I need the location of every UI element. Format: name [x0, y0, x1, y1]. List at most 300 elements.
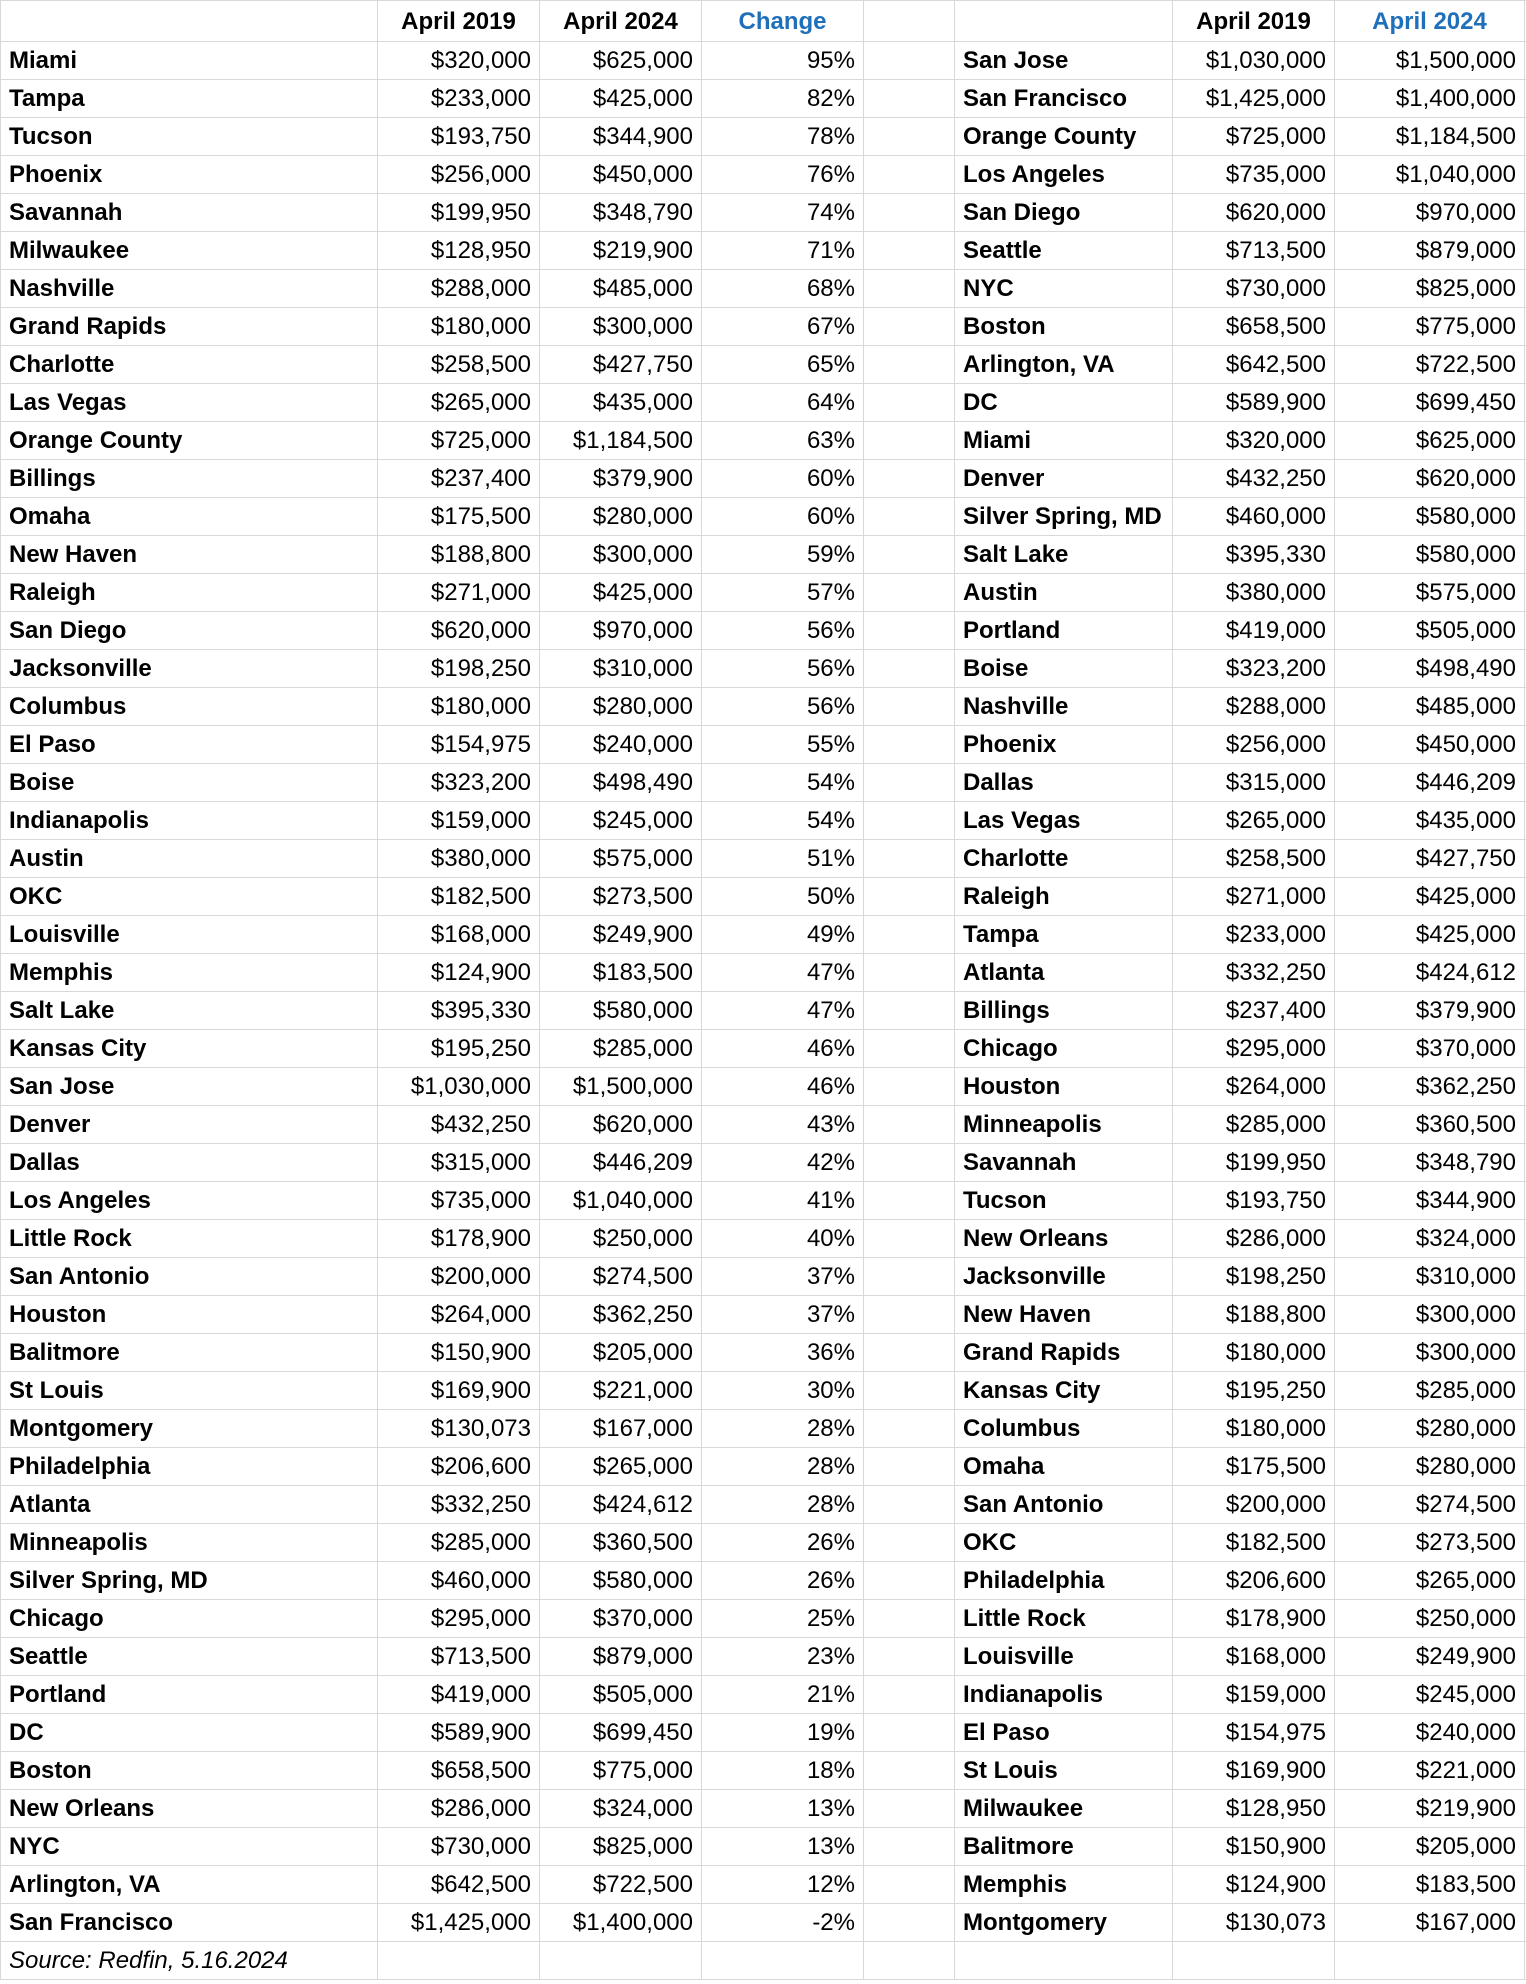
right-april-2024-cell[interactable]: $505,000 — [1335, 612, 1525, 650]
header-april-2019-right[interactable]: April 2019 — [1173, 1, 1335, 42]
right-april-2019-cell[interactable]: $332,250 — [1173, 954, 1335, 992]
left-april-2024-cell[interactable]: $324,000 — [540, 1790, 702, 1828]
source-note[interactable]: Source: Redfin, 5.16.2024 — [1, 1942, 378, 1980]
left-april-2019-cell[interactable]: $713,500 — [378, 1638, 540, 1676]
left-april-2024-cell[interactable]: $360,500 — [540, 1524, 702, 1562]
right-april-2019-cell[interactable]: $295,000 — [1173, 1030, 1335, 1068]
right-april-2019-cell[interactable]: $288,000 — [1173, 688, 1335, 726]
right-city-cell[interactable]: Philadelphia — [955, 1562, 1173, 1600]
left-april-2024-cell[interactable]: $285,000 — [540, 1030, 702, 1068]
left-april-2024-cell[interactable]: $498,490 — [540, 764, 702, 802]
left-april-2024-cell[interactable]: $424,612 — [540, 1486, 702, 1524]
right-city-cell[interactable]: Grand Rapids — [955, 1334, 1173, 1372]
left-april-2024-cell[interactable]: $450,000 — [540, 156, 702, 194]
left-april-2024-cell[interactable]: $240,000 — [540, 726, 702, 764]
right-april-2019-cell[interactable]: $159,000 — [1173, 1676, 1335, 1714]
right-april-2024-cell[interactable]: $379,900 — [1335, 992, 1525, 1030]
header-city-left[interactable] — [1, 1, 378, 42]
left-april-2019-cell[interactable]: $1,030,000 — [378, 1068, 540, 1106]
right-april-2019-cell[interactable]: $169,900 — [1173, 1752, 1335, 1790]
left-april-2024-cell[interactable]: $310,000 — [540, 650, 702, 688]
left-city-cell[interactable]: Omaha — [1, 498, 378, 536]
left-change-cell[interactable]: 30% — [702, 1372, 864, 1410]
left-april-2024-cell[interactable]: $1,500,000 — [540, 1068, 702, 1106]
gap-cell[interactable] — [864, 498, 955, 536]
left-change-cell[interactable]: 41% — [702, 1182, 864, 1220]
gap-cell[interactable] — [864, 954, 955, 992]
right-april-2024-cell[interactable]: $265,000 — [1335, 1562, 1525, 1600]
left-city-cell[interactable]: San Jose — [1, 1068, 378, 1106]
left-april-2019-cell[interactable]: $320,000 — [378, 42, 540, 80]
left-city-cell[interactable]: Dallas — [1, 1144, 378, 1182]
left-change-cell[interactable]: 28% — [702, 1410, 864, 1448]
left-april-2024-cell[interactable]: $825,000 — [540, 1828, 702, 1866]
left-city-cell[interactable]: Phoenix — [1, 156, 378, 194]
right-april-2024-cell[interactable]: $625,000 — [1335, 422, 1525, 460]
gap-cell[interactable] — [864, 1410, 955, 1448]
left-april-2024-cell[interactable]: $427,750 — [540, 346, 702, 384]
gap-cell[interactable] — [864, 1790, 955, 1828]
left-change-cell[interactable]: 46% — [702, 1068, 864, 1106]
right-april-2024-cell[interactable]: $300,000 — [1335, 1334, 1525, 1372]
right-april-2019-cell[interactable]: $1,425,000 — [1173, 80, 1335, 118]
left-change-cell[interactable]: 56% — [702, 612, 864, 650]
right-april-2019-cell[interactable]: $1,030,000 — [1173, 42, 1335, 80]
right-city-cell[interactable]: Portland — [955, 612, 1173, 650]
left-city-cell[interactable]: Milwaukee — [1, 232, 378, 270]
right-april-2024-cell[interactable]: $310,000 — [1335, 1258, 1525, 1296]
right-city-cell[interactable]: Dallas — [955, 764, 1173, 802]
left-city-cell[interactable]: Denver — [1, 1106, 378, 1144]
right-april-2019-cell[interactable]: $168,000 — [1173, 1638, 1335, 1676]
left-city-cell[interactable]: Portland — [1, 1676, 378, 1714]
left-april-2024-cell[interactable]: $1,040,000 — [540, 1182, 702, 1220]
left-city-cell[interactable]: Kansas City — [1, 1030, 378, 1068]
right-april-2024-cell[interactable]: $775,000 — [1335, 308, 1525, 346]
left-change-cell[interactable]: 21% — [702, 1676, 864, 1714]
left-april-2019-cell[interactable]: $620,000 — [378, 612, 540, 650]
left-change-cell[interactable]: 28% — [702, 1448, 864, 1486]
left-change-cell[interactable]: 13% — [702, 1828, 864, 1866]
left-change-cell[interactable]: 50% — [702, 878, 864, 916]
gap-cell[interactable] — [864, 1714, 955, 1752]
left-april-2024-cell[interactable]: $505,000 — [540, 1676, 702, 1714]
right-april-2024-cell[interactable]: $425,000 — [1335, 916, 1525, 954]
left-april-2019-cell[interactable]: $460,000 — [378, 1562, 540, 1600]
gap-cell[interactable] — [864, 1372, 955, 1410]
gap-cell[interactable] — [864, 1448, 955, 1486]
left-april-2019-cell[interactable]: $159,000 — [378, 802, 540, 840]
left-april-2024-cell[interactable]: $379,900 — [540, 460, 702, 498]
gap-cell[interactable] — [864, 878, 955, 916]
right-city-cell[interactable]: Boise — [955, 650, 1173, 688]
right-april-2019-cell[interactable]: $237,400 — [1173, 992, 1335, 1030]
right-april-2024-cell[interactable]: $362,250 — [1335, 1068, 1525, 1106]
right-april-2024-cell[interactable]: $450,000 — [1335, 726, 1525, 764]
left-change-cell[interactable]: 82% — [702, 80, 864, 118]
left-change-cell[interactable]: 28% — [702, 1486, 864, 1524]
left-april-2024-cell[interactable]: $446,209 — [540, 1144, 702, 1182]
right-city-cell[interactable]: Las Vegas — [955, 802, 1173, 840]
right-city-cell[interactable]: Savannah — [955, 1144, 1173, 1182]
right-april-2024-cell[interactable]: $620,000 — [1335, 460, 1525, 498]
right-april-2019-cell[interactable]: $320,000 — [1173, 422, 1335, 460]
left-april-2019-cell[interactable]: $271,000 — [378, 574, 540, 612]
gap-cell[interactable] — [864, 1258, 955, 1296]
gap-cell[interactable] — [864, 156, 955, 194]
gap-cell[interactable] — [864, 1220, 955, 1258]
right-april-2024-cell[interactable]: $435,000 — [1335, 802, 1525, 840]
left-city-cell[interactable]: San Francisco — [1, 1904, 378, 1942]
left-april-2019-cell[interactable]: $154,975 — [378, 726, 540, 764]
right-city-cell[interactable]: Charlotte — [955, 840, 1173, 878]
left-city-cell[interactable]: Minneapolis — [1, 1524, 378, 1562]
right-april-2019-cell[interactable]: $395,330 — [1173, 536, 1335, 574]
right-april-2019-cell[interactable]: $323,200 — [1173, 650, 1335, 688]
header-april-2024-right[interactable]: April 2024 — [1335, 1, 1525, 42]
left-april-2024-cell[interactable]: $1,400,000 — [540, 1904, 702, 1942]
right-city-cell[interactable]: Houston — [955, 1068, 1173, 1106]
right-city-cell[interactable]: Miami — [955, 422, 1173, 460]
left-april-2024-cell[interactable]: $722,500 — [540, 1866, 702, 1904]
empty-cell[interactable] — [540, 1942, 702, 1980]
left-april-2019-cell[interactable]: $182,500 — [378, 878, 540, 916]
right-april-2019-cell[interactable]: $188,800 — [1173, 1296, 1335, 1334]
left-city-cell[interactable]: Tucson — [1, 118, 378, 156]
left-april-2024-cell[interactable]: $580,000 — [540, 1562, 702, 1600]
gap-cell[interactable] — [864, 916, 955, 954]
left-april-2019-cell[interactable]: $735,000 — [378, 1182, 540, 1220]
left-april-2019-cell[interactable]: $323,200 — [378, 764, 540, 802]
right-april-2024-cell[interactable]: $575,000 — [1335, 574, 1525, 612]
left-april-2024-cell[interactable]: $970,000 — [540, 612, 702, 650]
gap-cell[interactable] — [864, 270, 955, 308]
left-april-2019-cell[interactable]: $206,600 — [378, 1448, 540, 1486]
gap-cell[interactable] — [864, 1524, 955, 1562]
gap-cell[interactable] — [864, 1752, 955, 1790]
right-april-2019-cell[interactable]: $620,000 — [1173, 194, 1335, 232]
left-april-2019-cell[interactable]: $332,250 — [378, 1486, 540, 1524]
right-city-cell[interactable]: San Jose — [955, 42, 1173, 80]
left-april-2024-cell[interactable]: $425,000 — [540, 574, 702, 612]
left-change-cell[interactable]: 68% — [702, 270, 864, 308]
right-city-cell[interactable]: El Paso — [955, 1714, 1173, 1752]
right-april-2019-cell[interactable]: $713,500 — [1173, 232, 1335, 270]
right-april-2024-cell[interactable]: $699,450 — [1335, 384, 1525, 422]
right-april-2024-cell[interactable]: $280,000 — [1335, 1410, 1525, 1448]
left-april-2019-cell[interactable]: $256,000 — [378, 156, 540, 194]
right-april-2024-cell[interactable]: $167,000 — [1335, 1904, 1525, 1942]
right-april-2019-cell[interactable]: $285,000 — [1173, 1106, 1335, 1144]
right-city-cell[interactable]: Tucson — [955, 1182, 1173, 1220]
left-april-2019-cell[interactable]: $288,000 — [378, 270, 540, 308]
right-april-2019-cell[interactable]: $460,000 — [1173, 498, 1335, 536]
gap-cell[interactable] — [864, 612, 955, 650]
left-city-cell[interactable]: Savannah — [1, 194, 378, 232]
right-city-cell[interactable]: Chicago — [955, 1030, 1173, 1068]
left-change-cell[interactable]: 56% — [702, 688, 864, 726]
left-change-cell[interactable]: 19% — [702, 1714, 864, 1752]
right-april-2024-cell[interactable]: $249,900 — [1335, 1638, 1525, 1676]
header-gap-cell[interactable] — [864, 1, 955, 42]
left-april-2024-cell[interactable]: $167,000 — [540, 1410, 702, 1448]
right-april-2024-cell[interactable]: $300,000 — [1335, 1296, 1525, 1334]
left-april-2019-cell[interactable]: $380,000 — [378, 840, 540, 878]
left-city-cell[interactable]: Chicago — [1, 1600, 378, 1638]
left-april-2019-cell[interactable]: $180,000 — [378, 688, 540, 726]
left-april-2019-cell[interactable]: $188,800 — [378, 536, 540, 574]
right-city-cell[interactable]: Minneapolis — [955, 1106, 1173, 1144]
right-city-cell[interactable]: Little Rock — [955, 1600, 1173, 1638]
right-april-2019-cell[interactable]: $180,000 — [1173, 1334, 1335, 1372]
left-april-2019-cell[interactable]: $264,000 — [378, 1296, 540, 1334]
right-city-cell[interactable]: OKC — [955, 1524, 1173, 1562]
left-april-2019-cell[interactable]: $193,750 — [378, 118, 540, 156]
right-april-2024-cell[interactable]: $221,000 — [1335, 1752, 1525, 1790]
right-april-2019-cell[interactable]: $198,250 — [1173, 1258, 1335, 1296]
right-city-cell[interactable]: Phoenix — [955, 726, 1173, 764]
right-april-2019-cell[interactable]: $175,500 — [1173, 1448, 1335, 1486]
left-change-cell[interactable]: 60% — [702, 460, 864, 498]
left-city-cell[interactable]: Orange County — [1, 422, 378, 460]
gap-cell[interactable] — [864, 688, 955, 726]
left-city-cell[interactable]: Little Rock — [1, 1220, 378, 1258]
left-change-cell[interactable]: 64% — [702, 384, 864, 422]
left-city-cell[interactable]: Tampa — [1, 80, 378, 118]
right-april-2019-cell[interactable]: $256,000 — [1173, 726, 1335, 764]
right-april-2024-cell[interactable]: $1,040,000 — [1335, 156, 1525, 194]
gap-cell[interactable] — [864, 574, 955, 612]
right-april-2019-cell[interactable]: $380,000 — [1173, 574, 1335, 612]
left-change-cell[interactable]: 54% — [702, 764, 864, 802]
empty-cell[interactable] — [1173, 1942, 1335, 1980]
left-city-cell[interactable]: Philadelphia — [1, 1448, 378, 1486]
left-april-2019-cell[interactable]: $175,500 — [378, 498, 540, 536]
left-city-cell[interactable]: Charlotte — [1, 346, 378, 384]
left-change-cell[interactable]: 47% — [702, 954, 864, 992]
left-april-2019-cell[interactable]: $432,250 — [378, 1106, 540, 1144]
left-change-cell[interactable]: 56% — [702, 650, 864, 688]
left-change-cell[interactable]: 43% — [702, 1106, 864, 1144]
gap-cell[interactable] — [864, 1904, 955, 1942]
left-april-2019-cell[interactable]: $180,000 — [378, 308, 540, 346]
right-city-cell[interactable]: Omaha — [955, 1448, 1173, 1486]
right-city-cell[interactable]: New Orleans — [955, 1220, 1173, 1258]
left-april-2024-cell[interactable]: $580,000 — [540, 992, 702, 1030]
empty-cell[interactable] — [1335, 1942, 1525, 1980]
left-april-2019-cell[interactable]: $642,500 — [378, 1866, 540, 1904]
right-april-2019-cell[interactable]: $195,250 — [1173, 1372, 1335, 1410]
left-change-cell[interactable]: 63% — [702, 422, 864, 460]
right-april-2019-cell[interactable]: $233,000 — [1173, 916, 1335, 954]
left-april-2019-cell[interactable]: $128,950 — [378, 232, 540, 270]
left-april-2019-cell[interactable]: $730,000 — [378, 1828, 540, 1866]
gap-cell[interactable] — [864, 650, 955, 688]
gap-cell[interactable] — [864, 1486, 955, 1524]
right-april-2019-cell[interactable]: $180,000 — [1173, 1410, 1335, 1448]
right-april-2019-cell[interactable]: $271,000 — [1173, 878, 1335, 916]
left-change-cell[interactable]: 67% — [702, 308, 864, 346]
left-city-cell[interactable]: Louisville — [1, 916, 378, 954]
left-city-cell[interactable]: Atlanta — [1, 1486, 378, 1524]
right-april-2019-cell[interactable]: $730,000 — [1173, 270, 1335, 308]
left-city-cell[interactable]: Salt Lake — [1, 992, 378, 1030]
left-april-2019-cell[interactable]: $178,900 — [378, 1220, 540, 1258]
left-april-2024-cell[interactable]: $620,000 — [540, 1106, 702, 1144]
right-city-cell[interactable]: Denver — [955, 460, 1173, 498]
left-change-cell[interactable]: 42% — [702, 1144, 864, 1182]
left-change-cell[interactable]: 12% — [702, 1866, 864, 1904]
right-april-2024-cell[interactable]: $348,790 — [1335, 1144, 1525, 1182]
right-april-2019-cell[interactable]: $642,500 — [1173, 346, 1335, 384]
right-city-cell[interactable]: Louisville — [955, 1638, 1173, 1676]
left-april-2024-cell[interactable]: $575,000 — [540, 840, 702, 878]
left-april-2019-cell[interactable]: $124,900 — [378, 954, 540, 992]
right-city-cell[interactable]: Kansas City — [955, 1372, 1173, 1410]
left-change-cell[interactable]: 65% — [702, 346, 864, 384]
header-city-right[interactable] — [955, 1, 1173, 42]
right-city-cell[interactable]: Arlington, VA — [955, 346, 1173, 384]
left-change-cell[interactable]: 55% — [702, 726, 864, 764]
right-city-cell[interactable]: Los Angeles — [955, 156, 1173, 194]
gap-cell[interactable] — [864, 194, 955, 232]
gap-cell[interactable] — [864, 764, 955, 802]
left-city-cell[interactable]: Nashville — [1, 270, 378, 308]
right-april-2024-cell[interactable]: $1,184,500 — [1335, 118, 1525, 156]
right-april-2019-cell[interactable]: $725,000 — [1173, 118, 1335, 156]
left-april-2019-cell[interactable]: $195,250 — [378, 1030, 540, 1068]
gap-cell[interactable] — [864, 422, 955, 460]
left-change-cell[interactable]: 36% — [702, 1334, 864, 1372]
left-change-cell[interactable]: 18% — [702, 1752, 864, 1790]
right-april-2019-cell[interactable]: $200,000 — [1173, 1486, 1335, 1524]
left-april-2024-cell[interactable]: $344,900 — [540, 118, 702, 156]
left-change-cell[interactable]: 59% — [702, 536, 864, 574]
left-april-2024-cell[interactable]: $425,000 — [540, 80, 702, 118]
left-city-cell[interactable]: New Orleans — [1, 1790, 378, 1828]
left-april-2019-cell[interactable]: $265,000 — [378, 384, 540, 422]
right-city-cell[interactable]: Salt Lake — [955, 536, 1173, 574]
left-april-2024-cell[interactable]: $245,000 — [540, 802, 702, 840]
left-april-2019-cell[interactable]: $285,000 — [378, 1524, 540, 1562]
left-april-2019-cell[interactable]: $258,500 — [378, 346, 540, 384]
left-april-2024-cell[interactable]: $221,000 — [540, 1372, 702, 1410]
right-city-cell[interactable]: San Antonio — [955, 1486, 1173, 1524]
left-april-2019-cell[interactable]: $233,000 — [378, 80, 540, 118]
right-city-cell[interactable]: Indianapolis — [955, 1676, 1173, 1714]
left-change-cell[interactable]: 26% — [702, 1562, 864, 1600]
header-change-left[interactable]: Change — [702, 1, 864, 42]
left-change-cell[interactable]: 46% — [702, 1030, 864, 1068]
left-city-cell[interactable]: Boston — [1, 1752, 378, 1790]
left-april-2019-cell[interactable]: $589,900 — [378, 1714, 540, 1752]
left-april-2024-cell[interactable]: $219,900 — [540, 232, 702, 270]
right-april-2024-cell[interactable]: $344,900 — [1335, 1182, 1525, 1220]
right-city-cell[interactable]: New Haven — [955, 1296, 1173, 1334]
right-april-2024-cell[interactable]: $446,209 — [1335, 764, 1525, 802]
right-april-2019-cell[interactable]: $286,000 — [1173, 1220, 1335, 1258]
gap-cell[interactable] — [864, 118, 955, 156]
left-april-2024-cell[interactable]: $249,900 — [540, 916, 702, 954]
gap-cell[interactable] — [864, 1030, 955, 1068]
gap-cell[interactable] — [864, 232, 955, 270]
right-april-2024-cell[interactable]: $485,000 — [1335, 688, 1525, 726]
right-city-cell[interactable]: Silver Spring, MD — [955, 498, 1173, 536]
right-city-cell[interactable]: Austin — [955, 574, 1173, 612]
left-april-2024-cell[interactable]: $265,000 — [540, 1448, 702, 1486]
left-city-cell[interactable]: OKC — [1, 878, 378, 916]
left-city-cell[interactable]: Los Angeles — [1, 1182, 378, 1220]
right-city-cell[interactable]: Montgomery — [955, 1904, 1173, 1942]
left-city-cell[interactable]: Columbus — [1, 688, 378, 726]
left-april-2019-cell[interactable]: $168,000 — [378, 916, 540, 954]
right-city-cell[interactable]: Tampa — [955, 916, 1173, 954]
right-april-2024-cell[interactable]: $280,000 — [1335, 1448, 1525, 1486]
right-april-2024-cell[interactable]: $250,000 — [1335, 1600, 1525, 1638]
left-city-cell[interactable]: El Paso — [1, 726, 378, 764]
left-april-2024-cell[interactable]: $273,500 — [540, 878, 702, 916]
right-april-2024-cell[interactable]: $425,000 — [1335, 878, 1525, 916]
gap-cell[interactable] — [864, 1106, 955, 1144]
right-april-2019-cell[interactable]: $130,073 — [1173, 1904, 1335, 1942]
right-april-2019-cell[interactable]: $419,000 — [1173, 612, 1335, 650]
gap-cell[interactable] — [864, 1562, 955, 1600]
right-april-2024-cell[interactable]: $285,000 — [1335, 1372, 1525, 1410]
left-april-2024-cell[interactable]: $362,250 — [540, 1296, 702, 1334]
right-city-cell[interactable]: Billings — [955, 992, 1173, 1030]
right-april-2019-cell[interactable]: $128,950 — [1173, 1790, 1335, 1828]
right-april-2024-cell[interactable]: $1,500,000 — [1335, 42, 1525, 80]
left-april-2019-cell[interactable]: $658,500 — [378, 1752, 540, 1790]
right-april-2024-cell[interactable]: $580,000 — [1335, 536, 1525, 574]
left-april-2019-cell[interactable]: $169,900 — [378, 1372, 540, 1410]
gap-cell[interactable] — [864, 1638, 955, 1676]
right-april-2019-cell[interactable]: $206,600 — [1173, 1562, 1335, 1600]
header-april-2019-left[interactable]: April 2019 — [378, 1, 540, 42]
gap-cell[interactable] — [864, 1828, 955, 1866]
left-april-2024-cell[interactable]: $348,790 — [540, 194, 702, 232]
right-april-2024-cell[interactable]: $370,000 — [1335, 1030, 1525, 1068]
left-april-2024-cell[interactable]: $205,000 — [540, 1334, 702, 1372]
gap-cell[interactable] — [864, 802, 955, 840]
left-city-cell[interactable]: Jacksonville — [1, 650, 378, 688]
left-april-2019-cell[interactable]: $419,000 — [378, 1676, 540, 1714]
gap-cell[interactable] — [864, 840, 955, 878]
gap-cell[interactable] — [864, 1676, 955, 1714]
left-change-cell[interactable]: 71% — [702, 232, 864, 270]
left-city-cell[interactable]: Austin — [1, 840, 378, 878]
left-city-cell[interactable]: Silver Spring, MD — [1, 1562, 378, 1600]
right-april-2024-cell[interactable]: $498,490 — [1335, 650, 1525, 688]
left-change-cell[interactable]: 23% — [702, 1638, 864, 1676]
empty-cell[interactable] — [864, 1942, 955, 1980]
right-april-2024-cell[interactable]: $324,000 — [1335, 1220, 1525, 1258]
right-city-cell[interactable]: Boston — [955, 308, 1173, 346]
left-april-2019-cell[interactable]: $237,400 — [378, 460, 540, 498]
left-change-cell[interactable]: 78% — [702, 118, 864, 156]
right-city-cell[interactable]: Jacksonville — [955, 1258, 1173, 1296]
left-change-cell[interactable]: 51% — [702, 840, 864, 878]
gap-cell[interactable] — [864, 346, 955, 384]
empty-cell[interactable] — [955, 1942, 1173, 1980]
gap-cell[interactable] — [864, 1144, 955, 1182]
left-change-cell[interactable]: 47% — [702, 992, 864, 1030]
left-april-2024-cell[interactable]: $280,000 — [540, 498, 702, 536]
left-change-cell[interactable]: 13% — [702, 1790, 864, 1828]
left-april-2019-cell[interactable]: $1,425,000 — [378, 1904, 540, 1942]
right-april-2019-cell[interactable]: $265,000 — [1173, 802, 1335, 840]
left-change-cell[interactable]: 37% — [702, 1296, 864, 1334]
